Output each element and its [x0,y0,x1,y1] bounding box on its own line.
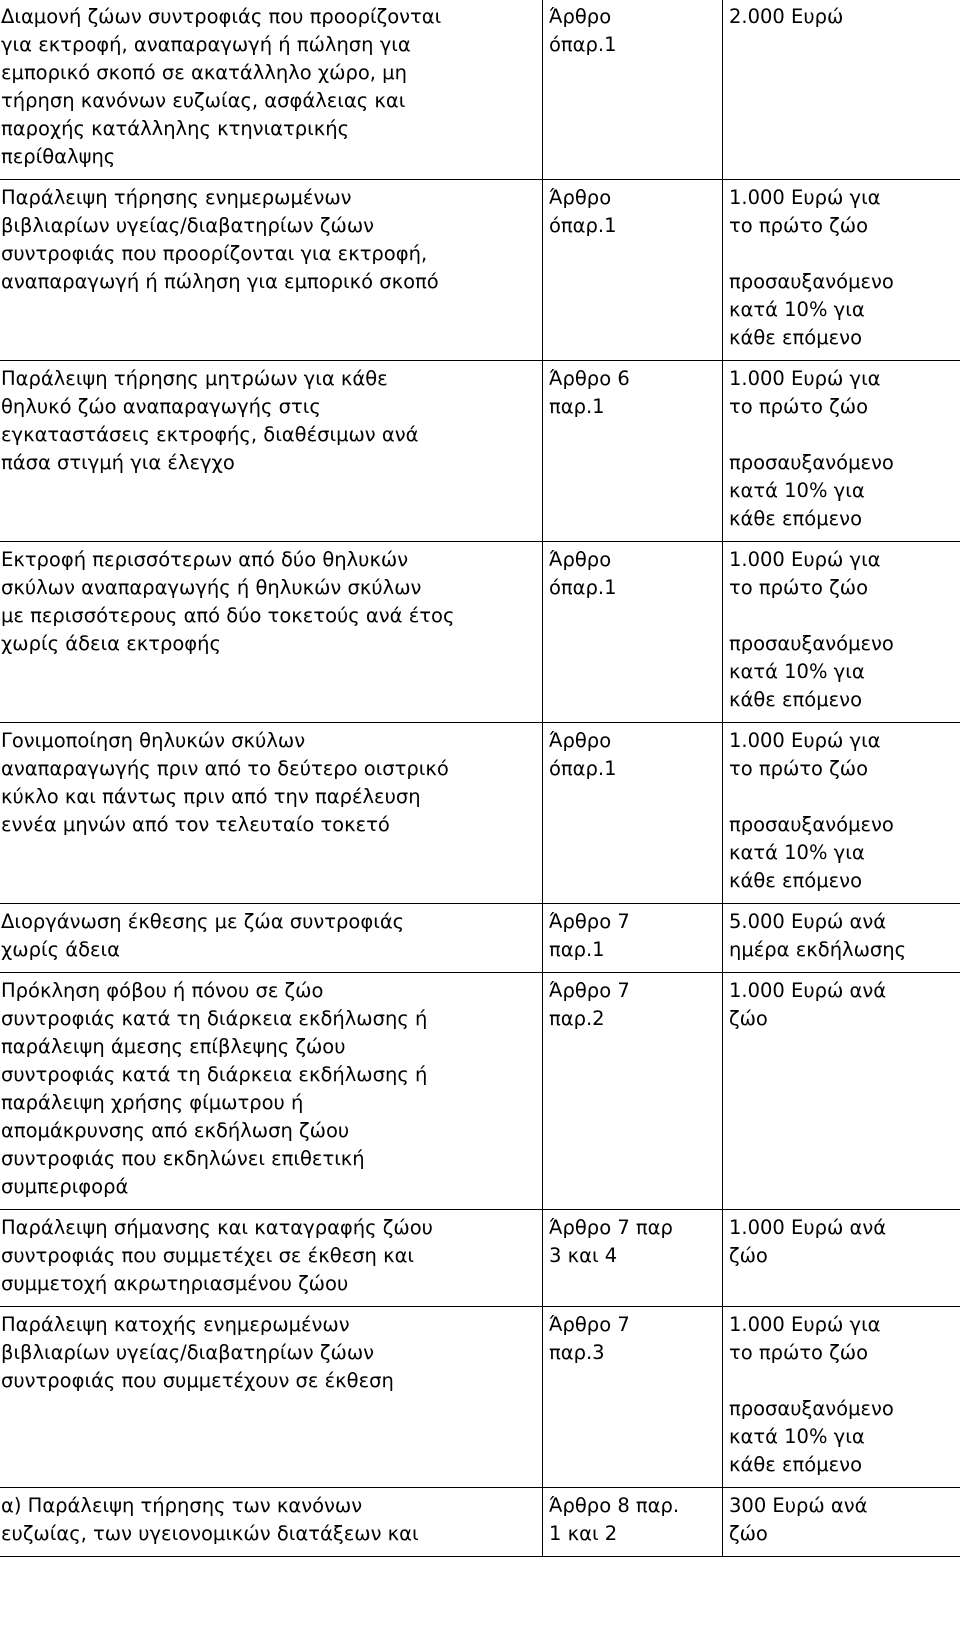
offense-text-line: Παράλειψη σήμανσης και καταγραφής ζώου [1,1216,433,1239]
fine-cell [723,1307,960,1488]
fine-text-line: κάθε επόμενο [729,326,862,349]
offense-text-line: συμπεριφορά [1,1175,129,1198]
fine-text-line: το πρώτο ζώο [729,214,869,237]
fine-text-line: κατά 10% για [729,841,865,864]
article-text-line: 3 και 4 [549,1244,618,1267]
offense-text-line: αναπαραγωγής πριν από το δεύτερο οιστρικό [1,757,449,780]
table-row [0,904,960,973]
fine-text-line: κάθε επόμενο [729,507,862,530]
fine-text-line: 5.000 Ευρώ ανά [729,910,887,933]
article-text-line: όπαρ.1 [549,576,617,599]
article-text-line: Άρθρο 7 [549,1313,630,1336]
fine-cell [723,1488,960,1557]
fine-text-line: ζώο [729,1244,768,1267]
article-cell [543,0,723,180]
offense-cell [0,1307,543,1488]
offense-text-line: Γονιμοποίηση θηλυκών σκύλων [1,729,306,752]
article-text-line: 1 και 2 [549,1522,618,1545]
fine-text-line: 1.000 Ευρώ για [729,367,881,390]
table-row [0,973,960,1210]
fine-text-line: 1.000 Ευρώ για [729,186,881,209]
fine-text-line: κάθε επόμενο [729,1453,862,1476]
fine-cell [723,0,960,180]
fine-text-line: ζώο [729,1522,768,1545]
table-row [0,1488,960,1557]
offense-text-line: απομάκρυνσης από εκδήλωση ζώου [1,1119,350,1142]
offense-cell [0,542,543,723]
table-row [0,0,960,180]
fine-cell [723,180,960,361]
article-text-line: Άρθρο 7 παρ [549,1216,673,1239]
offense-cell [0,0,543,180]
fine-text-line: κατά 10% για [729,479,865,502]
table-row [0,180,960,361]
offense-cell [0,180,543,361]
offense-text-line: εμπορικό σκοπό σε ακατάλληλο χώρο, μη [1,61,407,84]
offense-text-line: εννέα μηνών από τον τελευταίο τοκετό [1,813,390,836]
offense-text-line: πάσα στιγμή για έλεγχο [1,451,235,474]
fine-cell [723,904,960,973]
article-cell [543,180,723,361]
blank-line [729,421,958,449]
fine-text-line: κατά 10% για [729,1425,865,1448]
offense-text-line: α) Παράλειψη τήρησης των κανόνων [1,1494,363,1517]
offense-text-line: παράλειψη χρήσης φίμωτρου ή [1,1091,304,1114]
offense-text-line: συντροφιάς που συμμετέχουν σε έκθεση [1,1369,394,1392]
article-cell [543,542,723,723]
article-cell [543,1488,723,1557]
blank-line [729,783,958,811]
article-text-line: παρ.1 [549,395,605,418]
offense-text-line: χωρίς άδεια εκτροφής [1,632,221,655]
fine-cell [723,361,960,542]
offense-cell [0,723,543,904]
blank-line [729,1367,958,1395]
fine-text-line: 1.000 Ευρώ για [729,729,881,752]
offense-text-line: παροχής κατάλληλης κτηνιατρικής [1,117,350,140]
offense-cell [0,973,543,1210]
article-text-line: όπαρ.1 [549,33,617,56]
article-text-line: όπαρ.1 [549,214,617,237]
article-text-line: Άρθρο [549,548,612,571]
fine-text-line: ημέρα εκδήλωσης [729,938,907,961]
offense-text-line: ευζωίας, των υγειονομικών διατάξεων και [1,1522,419,1545]
offense-text-line: Παράλειψη κατοχής ενημερωμένων [1,1313,350,1336]
fine-text-line: το πρώτο ζώο [729,1341,869,1364]
offense-text-line: αναπαραγωγή ή πώληση για εμπορικό σκοπό [1,270,439,293]
table-row [0,1210,960,1307]
article-cell [543,904,723,973]
table-row [0,1307,960,1488]
article-cell [543,1210,723,1307]
fine-text-line: 1.000 Ευρώ για [729,1313,881,1336]
article-text-line: Άρθρο 6 [549,367,630,390]
blank-line [729,240,958,268]
fine-text-line: 1.000 Ευρώ για [729,548,881,571]
offense-cell [0,904,543,973]
offense-text-line: βιβλιαρίων υγείας/διαβατηρίων ζώων [1,1341,375,1364]
offense-text-line: συντροφιάς που συμμετέχει σε έκθεση και [1,1244,415,1267]
article-text-line: παρ.2 [549,1007,605,1030]
offense-text-line: Παράλειψη τήρησης ενημερωμένων [1,186,352,209]
fine-text-line: 1.000 Ευρώ ανά [729,979,887,1002]
fine-text-line: ζώο [729,1007,768,1030]
article-text-line: Άρθρο 7 [549,910,630,933]
fine-text-line: κατά 10% για [729,298,865,321]
offense-text-line: εγκαταστάσεις εκτροφής, διαθέσιμων ανά [1,423,419,446]
offense-text-line: χωρίς άδεια [1,938,120,961]
blank-line [729,602,958,630]
table-row [0,542,960,723]
article-text-line: παρ.3 [549,1341,605,1364]
offense-text-line: Παράλειψη τήρησης μητρώων για κάθε [1,367,388,390]
fine-cell [723,542,960,723]
article-text-line: Άρθρο [549,729,612,752]
article-text-line: Άρθρο [549,5,612,28]
offense-cell [0,361,543,542]
offense-text-line: θηλυκό ζώο αναπαραγωγής στις [1,395,321,418]
offense-cell [0,1210,543,1307]
offense-text-line: συντροφιάς κατά τη διάρκεια εκδήλωσης ή [1,1007,428,1030]
table-row [0,361,960,542]
article-cell [543,723,723,904]
article-text-line: όπαρ.1 [549,757,617,780]
offense-text-line: συντροφιάς που εκδηλώνει επιθετική [1,1147,365,1170]
offense-text-line: Διοργάνωση έκθεσης με ζώα συντροφιάς [1,910,405,933]
fine-text-line: 1.000 Ευρώ ανά [729,1216,887,1239]
fine-text-line: το πρώτο ζώο [729,576,869,599]
fine-text-line: κάθε επόμενο [729,869,862,892]
fine-text-line: προσαυξανόμενο [729,451,894,474]
fine-cell [723,973,960,1210]
table-row [0,723,960,904]
offense-text-line: περίθαλψης [1,145,116,168]
article-text-line: Άρθρο [549,186,612,209]
offense-text-line: με περισσότερους από δύο τοκετούς ανά έτος [1,604,455,627]
offense-text-line: συμμετοχή ακρωτηριασμένου ζώου [1,1272,349,1295]
article-text-line: Άρθρο 7 [549,979,630,1002]
article-cell [543,361,723,542]
offense-text-line: συντροφιάς κατά τη διάρκεια εκδήλωσης ή [1,1063,428,1086]
offense-text-line: Πρόκληση φόβου ή πόνου σε ζώο [1,979,324,1002]
fine-cell [723,723,960,904]
fine-text-line: κατά 10% για [729,660,865,683]
article-text-line: Άρθρο 8 παρ. [549,1494,680,1517]
offense-text-line: Εκτροφή περισσότερων από δύο θηλυκών [1,548,409,571]
fine-text-line: 2.000 Ευρώ [729,5,844,28]
fine-text-line: προσαυξανόμενο [729,270,894,293]
offense-text-line: σκύλων αναπαραγωγής ή θηλυκών σκύλων [1,576,422,599]
article-cell [543,1307,723,1488]
offense-text-line: κύκλο και πάντως πριν από την παρέλευση [1,785,421,808]
fine-cell [723,1210,960,1307]
offense-text-line: για εκτροφή, αναπαραγωγή ή πώληση για [1,33,411,56]
fine-text-line: προσαυξανόμενο [729,813,894,836]
article-cell [543,973,723,1210]
fine-text-line: το πρώτο ζώο [729,395,869,418]
offense-text-line: τήρηση κανόνων ευζωίας, ασφάλειας και [1,89,406,112]
offense-cell [0,1488,543,1557]
offense-text-line: βιβλιαρίων υγείας/διαβατηρίων ζώων [1,214,375,237]
article-text-line: παρ.1 [549,938,605,961]
offense-text-line: Διαμονή ζώων συντροφιάς που προορίζονται [1,5,442,28]
fine-text-line: 300 Ευρώ ανά [729,1494,868,1517]
fine-text-line: προσαυξανόμενο [729,1397,894,1420]
fine-text-line: το πρώτο ζώο [729,757,869,780]
fine-text-line: κάθε επόμενο [729,688,862,711]
offense-text-line: παράλειψη άμεσης επίβλεψης ζώου [1,1035,346,1058]
fine-text-line: προσαυξανόμενο [729,632,894,655]
offense-text-line: συντροφιάς που προορίζονται για εκτροφή, [1,242,428,265]
